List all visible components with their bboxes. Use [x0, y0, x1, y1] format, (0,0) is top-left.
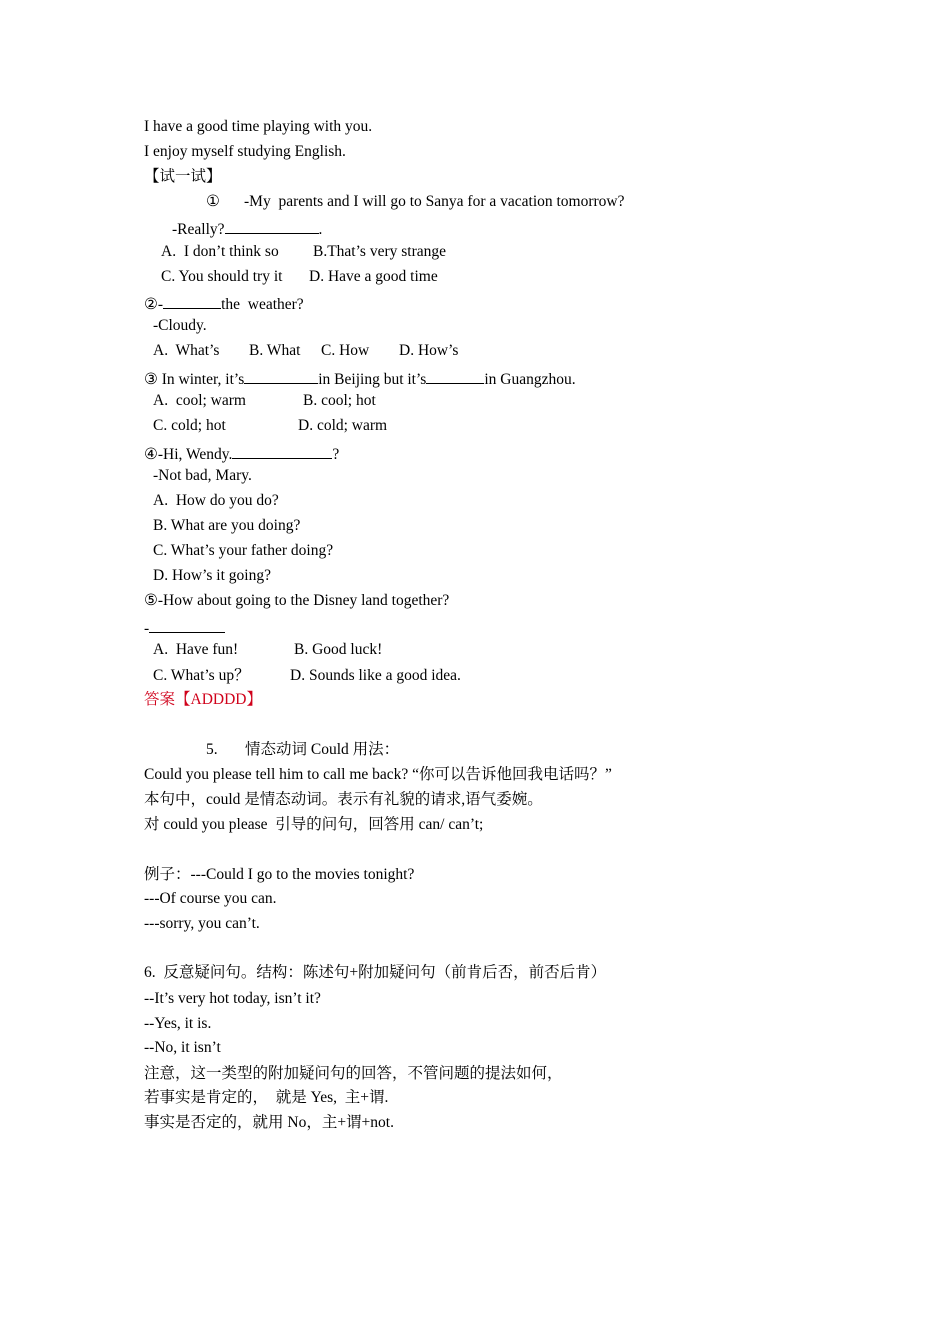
tag-question-example: --It’s very hot today, isn’t it? [144, 990, 321, 1007]
q2-option-d: D. How’s [399, 342, 459, 359]
q5-option-d: D. Sounds like a good idea. [290, 667, 461, 684]
q2-option-b: B. What [249, 342, 301, 359]
tag-note-1: 注意，这一类型的附加疑问句的回答，不管问题的提法如何， [144, 1065, 563, 1082]
q5-response: - [144, 616, 225, 639]
q5-blank [149, 616, 225, 633]
q2-prompt: ②- the weather? [144, 292, 304, 315]
sentence-enjoy-myself: I enjoy myself studying English. [144, 143, 346, 160]
section-title-try: 【试一试】 [144, 168, 222, 185]
q3-option-a: A. cool; warm [153, 392, 246, 409]
tag-answer-no: --No, it isn’t [144, 1039, 221, 1056]
example-answer-yes: ---Of course you can. [144, 890, 277, 907]
q4-response: -Not bad, Mary. [153, 467, 252, 484]
q3-option-c: C. cold; hot [153, 417, 226, 434]
q1-option-c: C. You should try it [161, 268, 283, 285]
q4-blank [232, 442, 332, 459]
q5-option-a: A. Have fun! [153, 641, 239, 658]
sentence-good-time: I have a good time playing with you. [144, 118, 373, 135]
q1-number: ① [206, 193, 220, 210]
q5-option-c: C. What’s up？ [153, 667, 250, 684]
section-5-number: 5. [206, 741, 218, 758]
q1-option-d: D. Have a good time [309, 268, 438, 285]
q1-response: -Really? . [172, 217, 322, 240]
q2-blank [163, 292, 221, 309]
q1-blank [225, 217, 319, 234]
q4-option-a: A. How do you do? [153, 492, 279, 509]
q3-option-b: B. cool; hot [303, 392, 376, 409]
could-example-sentence: Could you please tell him to call me back? “你可以告诉他回我电话吗？” [144, 766, 612, 783]
q5-option-b: B. Good luck! [294, 641, 383, 658]
q3-blank-2 [426, 367, 484, 384]
q1-option-b: B.That’s very strange [313, 243, 447, 260]
q4-option-d: D. How’s it going? [153, 567, 271, 584]
q5-prompt: ⑤-How about going to the Disney land together? [144, 592, 450, 609]
section-5-title: 情态动词 Could 用法： [245, 741, 400, 758]
tag-answer-yes: --Yes, it is. [144, 1015, 212, 1032]
could-answer-rule: 对 could you please 引导的问句，回答用 can/ can’t; [144, 816, 484, 833]
answer-key: 答案【ADDDD】 [144, 691, 262, 708]
q4-prompt: ④-Hi, Wendy. ? [144, 442, 339, 465]
q3-prompt: ③ In winter, it’s in Beijing but it’s in Guangzhou. [144, 367, 576, 390]
tag-note-3: 事实是否定的，就用 No，主+谓+not. [144, 1114, 394, 1131]
example-question: 例子：---Could I go to the movies tonight? [144, 866, 415, 883]
could-explanation: 本句中，could 是情态动词。表示有礼貌的请求,语气委婉。 [144, 791, 543, 808]
example-answer-no: ---sorry, you can’t. [144, 915, 260, 932]
tag-note-2: 若事实是肯定的， 就是 Yes, 主+谓. [144, 1089, 389, 1106]
section-6-title: 6. 反意疑问句。结构：陈述句+附加疑问句（前肯后否，前否后肯） [144, 964, 607, 981]
q2-option-a: A. What’s [153, 342, 220, 359]
q3-option-d: D. cold; warm [298, 417, 388, 434]
q2-option-c: C. How [321, 342, 370, 359]
q3-blank-1 [244, 367, 318, 384]
q1-option-a: A. I don’t think so [161, 243, 279, 260]
q1-prompt: -My parents and I will go to Sanya for a vacation tomorrow? [244, 193, 625, 210]
q4-option-b: B. What are you doing? [153, 517, 301, 534]
q4-option-c: C. What’s your father doing? [153, 542, 334, 559]
q2-response: -Cloudy. [153, 317, 207, 334]
